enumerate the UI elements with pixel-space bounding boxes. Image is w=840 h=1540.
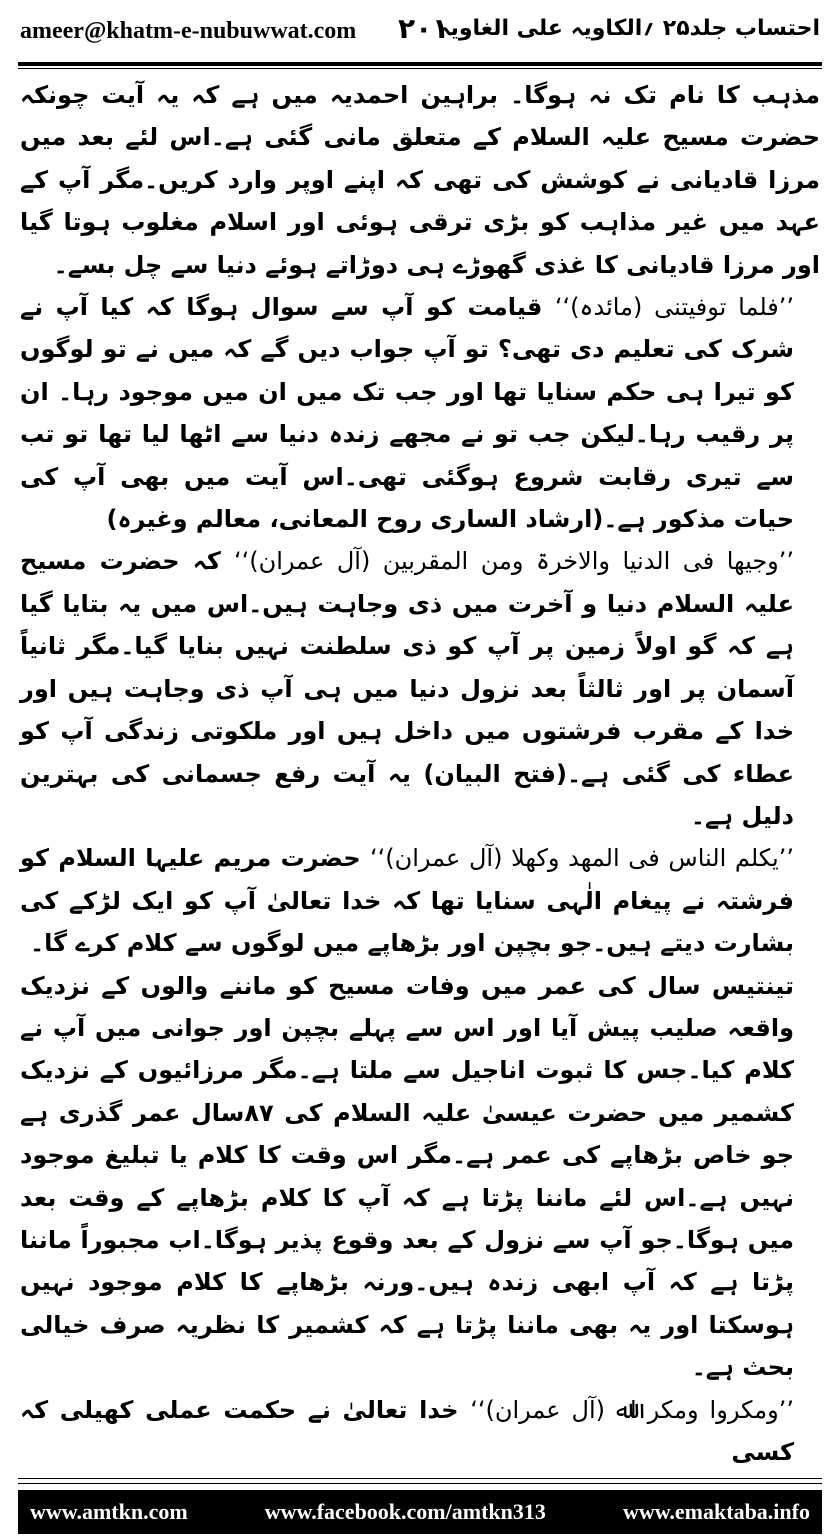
paragraph	[20, 965, 820, 1389]
header-rule	[18, 62, 822, 66]
header-title: احتساب جلد۲۵ ؍الکاویہ علی الغاویہ	[437, 16, 820, 41]
paragraph-text: مذہب کا نام تک نہ ہوگا۔ براہین احمدیہ میں ہے کہ یہ آیت چونکہ حضرت مسیح علیہ السلام کے متعلق مانی گئی ہے۔اس لئے بعد میں مرزا قادیانی نے کوشش کی تھی کہ اپنے اوپر وارد کریں۔مگر آپ کے عہد میں غیر مذاہب کو بڑی ترقی ہوئی اور اسلام مغلوب ہوتا گیا اور مرزا قادیانی کا غذی گھوڑے ہی دوڑاتے ہوئے دنیا سے چل بسے۔	[20, 81, 820, 279]
quranic-quote: ’’فلما توفیتنی (مائدہ)‘‘	[554, 293, 794, 322]
paragraph	[20, 286, 820, 540]
footer-link-facebook[interactable]: www.facebook.com/amtkn313	[264, 1499, 546, 1524]
paragraph	[20, 540, 820, 837]
footer-rule	[18, 1478, 822, 1479]
footer-rule-thin	[18, 1483, 822, 1484]
paragraph	[20, 74, 820, 286]
header-rule-thin	[18, 68, 822, 69]
paragraph-text: تینتیس سال کی عمر میں وفات مسیح کو ماننے والوں کے نزدیک واقعہ صلیب پیش آیا اور اس سے پہلے بچپن اور جوانی میں آپ نے کلام کیا۔جس کا ثبوت اناجیل سے ملتا ہے۔مگر مرزائیوں کے نزدیک کشمیر میں حضرت عیسیٰ علیہ السلام کی ۸۷سال عمر گذری ہے جو خاص بڑھاپے کی عمر ہے۔مگر اس وقت کا کلام یا تبلیغ موجود نہیں ہے۔اس لئے ماننا پڑتا ہے کہ آپ کا کلام بڑھاپے کے وقت بعد میں ہوگا۔جو آپ سے نزول کے بعد وقوع پذیر ہوگا۔اب مجبوراً ماننا پڑتا ہے کہ آپ ابھی زندہ ہیں۔ورنہ بڑھاپے کا کلام موجود نہیں ہوسکتا اور یہ بھی ماننا پڑتا ہے کہ کشمیر کا نظریہ صرف خیالی بحث ہے۔	[20, 971, 794, 1382]
footer-link-site[interactable]: www.amtkn.com	[30, 1499, 188, 1524]
page-header	[0, 0, 840, 62]
quranic-quote: ’’وجیھا فی الدنیا والاخرۃ ومن المقربین (آل عمران)‘‘	[234, 547, 794, 576]
footer-bar	[18, 1490, 822, 1534]
paragraph-text: کہ حضرت مسیح علیہ السلام دنیا و آخرت میں ذی وجاہت ہیں۔اس میں یہ بتایا گیا ہے کہ گو اولاً زمین پر آپ کو ذی سلطنت نہیں بنایا گیا۔مگر ثانیاً آسمان پر اور ثالثاً بعد نزول دنیا میں ہی آپ ذی وجاہت ہیں اور خدا کے مقرب فرشتوں میں داخل ہیں اور ملکوتی زندگی آپ کو عطاء کی گئی ہے۔(فتح البیان) یہ آیت رفع جسمانی کی بہترین دلیل ہے۔	[20, 547, 794, 830]
paragraph-text: حضرت مریم علیہا السلام کو فرشتہ نے پیغام الٰہی سنایا تھا کہ خدا تعالیٰ آپ کو ایک لڑکے کی بشارت دیتے ہیں۔جو بچپن اور بڑھاپے میں لوگوں سے کلام کرے گا۔	[20, 844, 794, 958]
page-body	[20, 74, 820, 1466]
quranic-quote: ’’ومکروا ومکر اﷲ (آل عمران)‘‘	[470, 1395, 795, 1424]
header-email: ameer@khatm-e-nubuwwat.com	[20, 18, 357, 44]
paragraph-text: خدا تعالیٰ نے حکمت عملی کھیلی کہ کسی	[20, 1395, 794, 1466]
paragraph	[20, 837, 820, 964]
paragraph	[20, 1389, 820, 1474]
footer-link-emaktaba[interactable]: www.emaktaba.info	[622, 1499, 810, 1524]
quranic-quote: ’’یکلم الناس فی المھد وکھلا (آل عمران)‘‘	[370, 844, 794, 873]
page-number: ۲۰۱	[398, 12, 450, 45]
paragraph-text: قیامت کو آپ سے سوال ہوگا کہ کیا آپ نے شرک کی تعلیم دی تھی؟ تو آپ جواب دیں گے کہ میں نے تو لوگوں کو تیرا ہی حکم سنایا تھا اور جب تک میں ان میں موجود رہا۔ ان پر رقیب رہا۔لیکن جب تو نے مجھے زندہ دنیا سے اٹھا لیا تھا تو تب سے تیری رقابت شروع ہوگئی تھی۔اس آیت میں بھی آپ کی حیات مذکور ہے۔(ارشاد الساری روح المعانی، معالم وغیرہ)	[20, 293, 794, 534]
